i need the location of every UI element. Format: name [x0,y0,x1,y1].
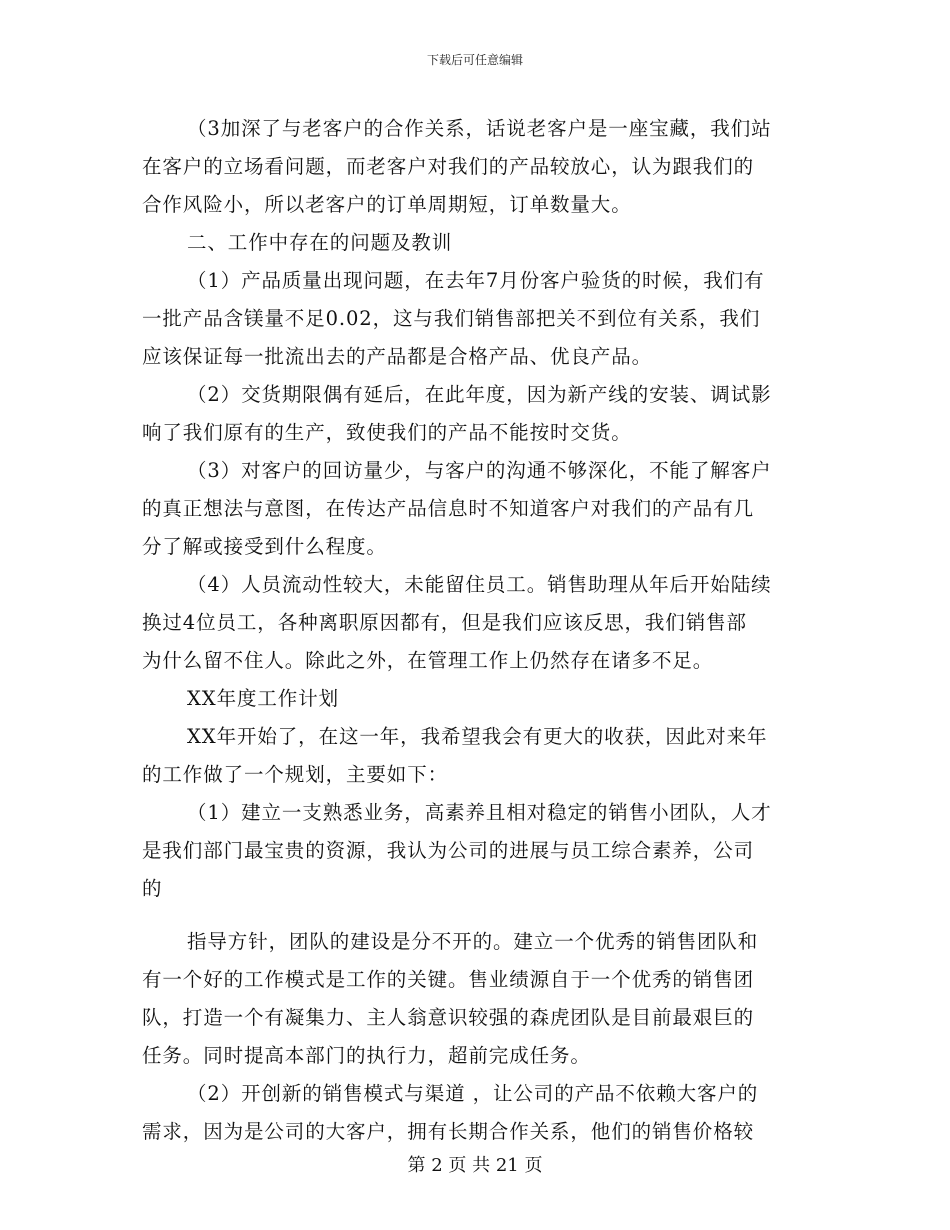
paragraph-line: 为什么留不住人。除此之外，在管理工作上仍然存在诸多不足。 [142,649,714,672]
paragraph-line: （4）人员流动性较大，未能留住员工。销售助理从年后开始陆续 [187,573,772,596]
paragraph-line: 合作风险小，所以老客户的订单周期短，订单数量大。 [142,193,632,216]
paragraph-line: 有一个好的工作模式是工作的关键。售业绩源自于一个优秀的销售团 [142,968,755,991]
paragraph-line: （2）开创新的销售模式与渠道 ，让公司的产品不依赖大客户的 [187,1082,759,1105]
paragraph-line: XX年开始了，在这一年，我希望我会有更大的收获，因此对来年 [187,725,768,748]
page-header: 下载后可任意编辑 [426,53,523,67]
paragraph-line: 任务。同时提高本部门的执行力，超前完成任务。 [142,1044,591,1067]
paragraph-line: 指导方针，团队的建设是分不开的。建立一个优秀的销售团队和 [187,930,759,953]
paragraph-line: 是我们部门最宝贵的资源，我认为公司的进展与员工综合素养，公司 [142,839,755,862]
paragraph-line: （2）交货期限偶有延后，在此年度，因为新产线的安装、调试影 [187,383,772,406]
document-body [142,110,807,1151]
section-heading: XX年度工作计划 [187,687,339,710]
paragraph-line: （1）建立一支熟悉业务，高素养且相对稳定的销售小团队，人才 [187,801,772,824]
paragraph-line: 分了解或接受到什么程度。 [142,535,387,558]
paragraph-line: 换过4位员工，各种离职原因都有，但是我们应该反思，我们销售部 [142,611,747,634]
paragraph-line: 响了我们原有的生产，致使我们的产品不能按时交货。 [142,421,632,444]
paragraph-line: （1）产品质量出现问题，在去年7月份客户验货的时候，我们有 [187,269,765,292]
paragraph-line: 的工作做了一个规划，主要如下： [142,763,449,786]
page-number-footer: 第 2 页 共 21 页 [407,1155,543,1176]
paragraph-line: 在客户的立场看问题，而老客户对我们的产品较放心，认为跟我们的 [142,155,755,178]
paragraph-line: 应该保证每一批流出去的产品都是合格产品、优良产品。 [142,345,653,368]
paragraph-line: 需求，因为是公司的大客户，拥有长期合作关系，他们的销售价格较 [142,1120,755,1143]
paragraph-line: 的 [142,877,163,900]
paragraph-line: 队，打造一个有凝集力、主人翁意识较强的森虎团队是目前最艰巨的 [142,1006,755,1029]
paragraph-line: （3加深了与老客户的合作关系，话说老客户是一座宝藏，我们站 [187,117,772,140]
paragraph-line: 一批产品含镁量不足0.02，这与我们销售部把关不到位有关系，我们 [142,307,761,330]
paragraph-line: （3）对客户的回访量少，与客户的沟通不够深化，不能了解客户 [187,459,772,482]
section-heading: 二、工作中存在的问题及教训 [187,231,453,254]
paragraph-line: 的真正想法与意图，在传达产品信息时不知道客户对我们的产品有几 [142,497,755,520]
